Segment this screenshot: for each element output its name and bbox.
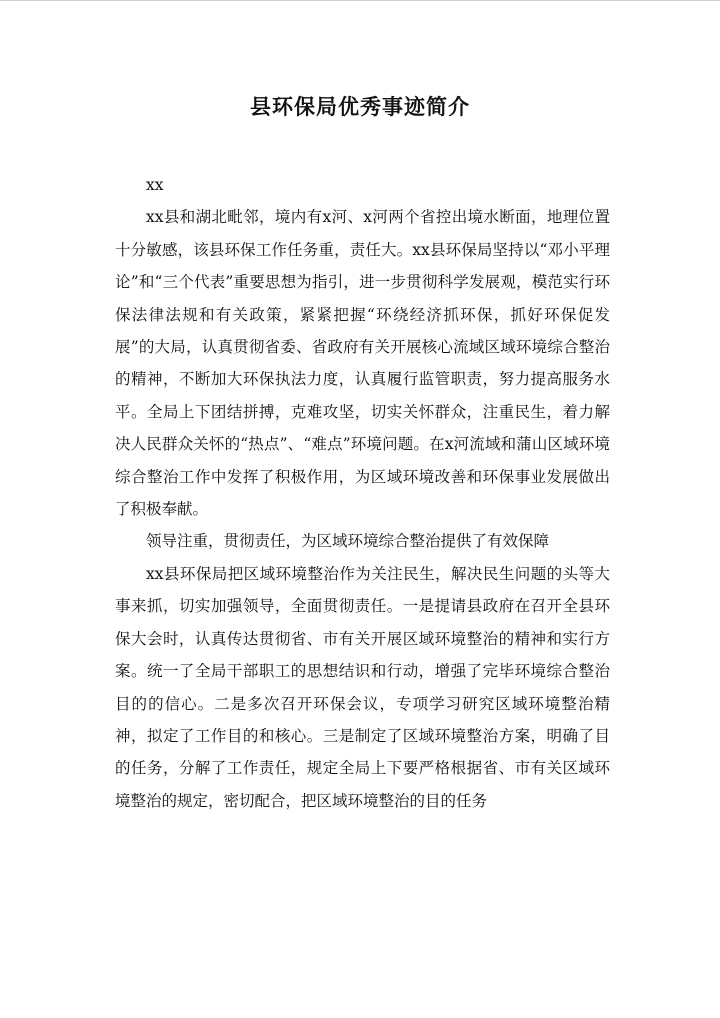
document-body: [115, 169, 610, 817]
section-heading: 领导注重，贯彻责任，为区域环境综合整治提供了有效保障: [146, 532, 550, 551]
author-line: xx: [146, 176, 164, 194]
paragraph-intro: xx县和湖北毗邻，境内有x河、x河两个省控出境水断面，地理位置十分敏感，该县环保工作任务重，责任大。xx县环保局坚持以“邓小平理论”和“三个代表”重要思想为指引，进一步贯彻科学发展观，模范实行环保法律法规和有关政策，紧紧把握“环绕经济抓环保，抓好环保促发展”的大局，认真贯彻省委、省政府有关开展核心流域区域环境综合整治的精神，不断加大环保执法力度，认真履行监管职责，努力提高服务水平。全局上下团结拼搏，克难攻坚，切实关怀群众，注重民生，着力解决人民群众关怀的“热点”、“难点”环境问题。在x河流域和蒲山区域环境综合整治工作中发挥了积极作用，为区域环境改善和环保事业发展做出了积极奉献。: [115, 208, 610, 519]
paragraph-leadership: xx县环保局把区域环境整治作为关注民生，解决民生问题的头等大事来抓，切实加强领导，全面贯彻责任。一是提请县政府在召开全县环保大会时，认真传达贯彻省、市有关开展区域环境整治的精神和实行方案。统一了全局干部职工的思想结识和行动，增强了完毕环境综合整治目的的信心。二是多次召开环保会议，专项学习研究区域环境整治精神，拟定了工作目的和核心。三是制定了区域环境整治方案，明确了目的任务，分解了工作责任，规定全局上下要严格根据省、市有关区域环境整治的规定，密切配合，把区域环境整治的目的任务: [115, 564, 610, 810]
document-title: 县环保局优秀事迹简介: [250, 94, 470, 119]
